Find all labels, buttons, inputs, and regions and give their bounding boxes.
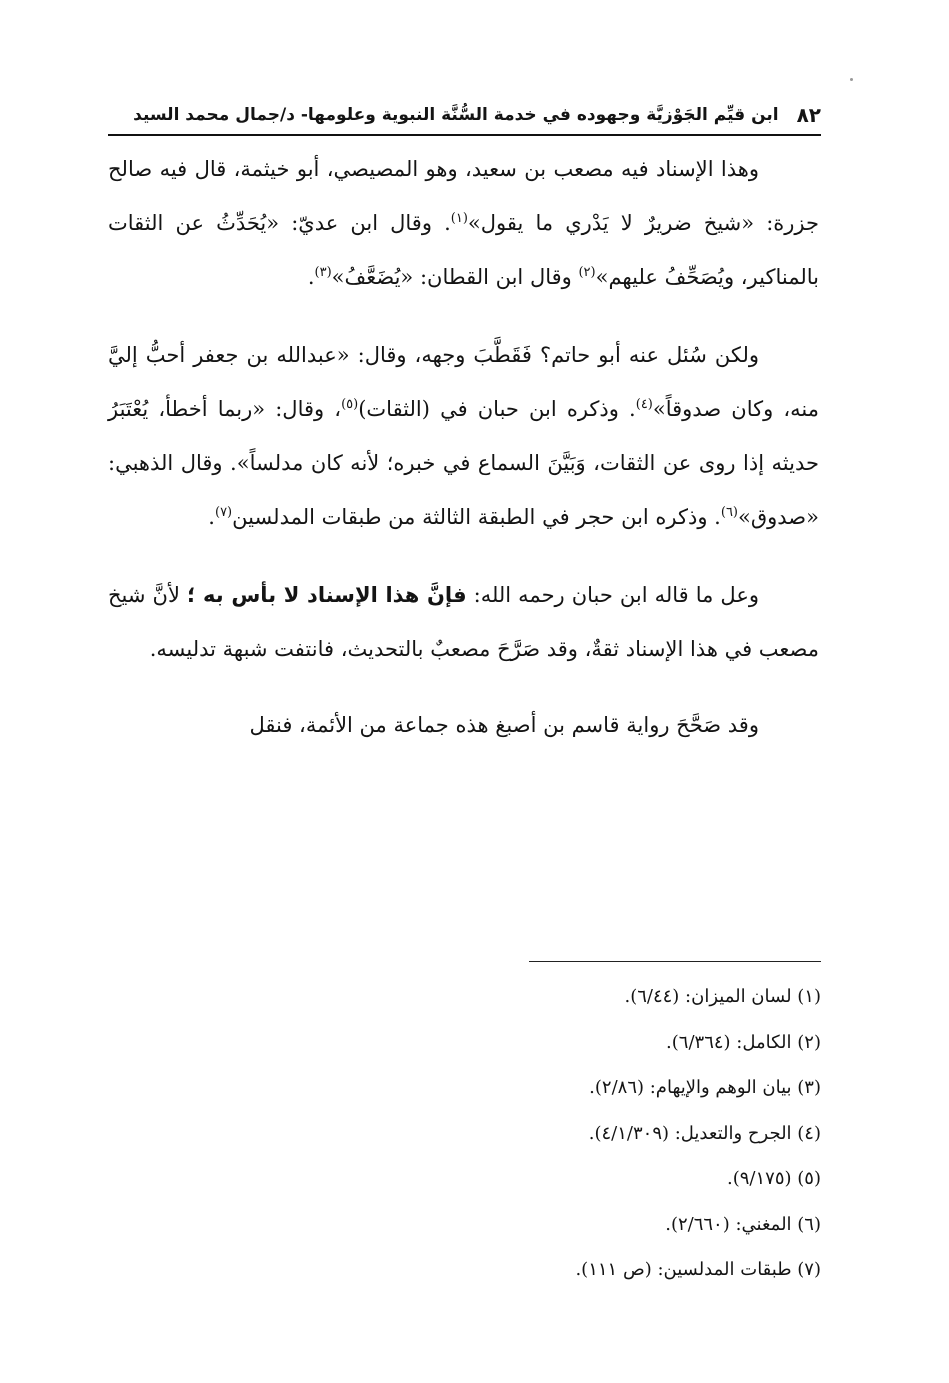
paragraph-2-text-d: . وذكره ابن حجر في الطبقة الثالثة من طبقات المدلسين: [232, 505, 721, 529]
paragraph-2-text-a: ولكن سُئل عنه أبو حاتم؟ فَقَطَّبَ وجهه، وقال: «عبدالله بن جعفر أحبُّ إليَّ منه، وكان صدوقاً»: [108, 343, 820, 421]
paragraph-1: [108, 142, 819, 304]
page-number: ٨٢: [796, 103, 821, 127]
footnote-7: (٧) طبقات المدلسين: (ص ١١١).: [575, 1259, 821, 1280]
paragraph-4: [108, 698, 819, 752]
footnote-ref-2: (٢): [578, 265, 596, 280]
paragraph-1-end: .: [307, 265, 315, 289]
paragraph-4-text: وقد صَحَّحَ رواية قاسم بن أصبغ هذه جماعة من الأئمة، فنقل: [249, 713, 759, 737]
footnote-6: (٦) المغني: (٢/٦٦٠).: [665, 1213, 821, 1235]
footnote-ref-6: (٦): [720, 505, 738, 520]
paragraph-2-text-b: . وذكره ابن حبان في (الثقات): [358, 397, 636, 421]
paragraph-2-end: .: [208, 505, 215, 529]
paragraph-1-text-b: . وقال ابن عديّ: «يُحَدِّثُ عن الثقات بالمناكير، ويُصَحِّفُ عليهم»: [108, 211, 819, 289]
paragraph-2: [108, 328, 819, 544]
footnote-ref-4: (٤): [635, 397, 653, 412]
running-header: [108, 96, 821, 136]
header-title: ابن قيِّم الجَوْزيَّة وجهوده في خدمة السُّنَّة النبوية وعلومها- د/جمال محمد السيد: [133, 105, 779, 125]
scan-dot: [850, 78, 853, 81]
footnote-ref-7: (٧): [214, 505, 233, 520]
footnote-3: (٣) بيان الوهم والإيهام: (٢/٨٦).: [589, 1077, 821, 1098]
footnote-ref-5: (٥): [341, 397, 359, 412]
main-text: [108, 142, 819, 776]
footnote-ref-1: (١): [450, 211, 468, 226]
footnote-ref-3: (٣): [314, 265, 332, 280]
paragraph-3-text-b: لأنَّ شيخ مصعب في هذا الإسناد ثقةٌ، وقد صَرَّحَ مصعبٌ بالتحديث، فانتفت شبهة تدليسه.: [108, 583, 819, 661]
paragraph-3-text-a: وعل ما قاله ابن حبان رحمه الله:: [466, 583, 759, 607]
paragraph-1-text-a: وهذا الإسناد فيه مصعب بن سعيد، وهو المصيصي، أبو خيثمة، قال فيه صالح جزرة: «شيخ ضريرٌ لا يَدْري ما يقول»: [108, 157, 819, 235]
paragraph-3: [108, 568, 819, 676]
footnote-4: (٤) الجرح والتعديل: (٤/١/٣٠٩).: [588, 1122, 821, 1144]
paragraph-1-text-c: وقال ابن القطان: «يُضَعَّفُ»: [331, 265, 579, 289]
footnote-2: (٢) الكامل: (٦/٣٦٤).: [666, 1031, 821, 1053]
paragraph-2-text-c: ، وقال: «ربما أخطأ، يُعْتَبَرُ حديثه إذا روى عن الثقات، وَبَيَّنَ السماع في خبره؛ لأنه كان مدلساً». وقال الذهبي: «صدوق»: [108, 397, 819, 529]
footnotes: [400, 978, 821, 1297]
footnote-separator: [529, 961, 821, 962]
paragraph-3-bold: فإنَّ هذا الإسناد لا بأس به ؛: [186, 583, 467, 607]
footnote-1: (١) لسان الميزان: (٦/٤٤).: [624, 986, 821, 1007]
footnote-5: (٥) (٩/١٧٥).: [727, 1168, 821, 1189]
